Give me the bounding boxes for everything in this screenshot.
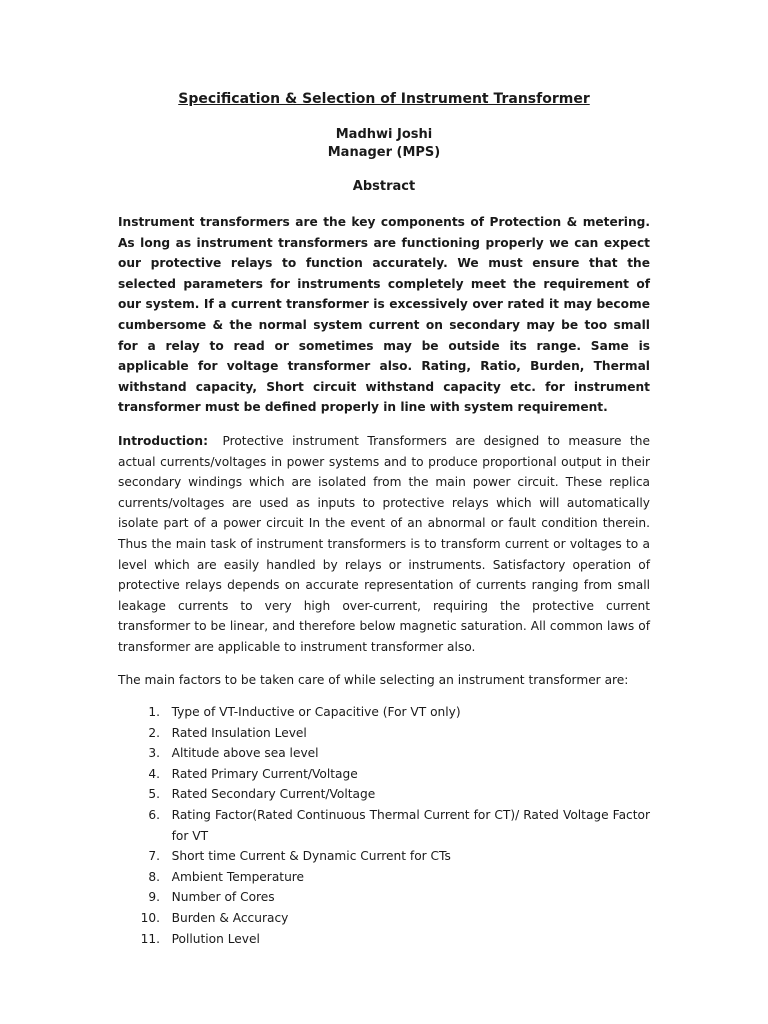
list-item-text: Rated Secondary Current/Voltage bbox=[171, 787, 376, 802]
list-item-text: Short time Current & Dynamic Current for CTs bbox=[171, 849, 451, 864]
list-item-spacer bbox=[160, 805, 172, 846]
list-item-number: 10. bbox=[140, 911, 160, 925]
author-name: Madhwi Joshi bbox=[335, 127, 433, 142]
list-item-text: Burden & Accuracy bbox=[171, 911, 289, 925]
list-item-spacer bbox=[160, 702, 172, 723]
abstract-body: Instrument transformers are the key components of Protection & metering. As long as instrument transformers are functioning properly we can expect our protective relays to function accurately. We must ensure that the selected parameters for instruments completely meet the requirement of our system. If a current transformer is excessively over rated it may become cumbersome & the normal system current on secondary may be too small for a relay to read or sometimes may be outside its range. Same is applicable for voltage transformer also. Rating, Ratio, Burden, Thermal withstand capacity, Short circuit withstand capacity etc. for instrument transformer must be defined properly in line with system requirement. bbox=[118, 215, 650, 415]
list-item-number: 6. bbox=[148, 808, 160, 823]
list-item-spacer bbox=[160, 764, 172, 785]
introduction-body: Protective instrument Transformers are designed to measure the actual currents/voltages in power systems and to produce proportional output in their secondary windings which are isolated from the main power circuit. These replica currents/voltages are used as inputs to protective relays which will automatically isolate part of a power circuit In the event of an abnormal or fault condition therein. Thus the main task of instrument transformers is to transform current or voltages to a level which are easily handled by relays or instruments. Satisfactory operation of protective relays depends on accurate representation of currents ranging from small leakage currents to very high over-current, requiring the protective current transformer to be linear, and therefore below magnetic saturation. All common laws of transformer are applicable to instrument transformer also. bbox=[118, 433, 650, 654]
list-item-spacer bbox=[160, 867, 172, 888]
list-item-number: 8. bbox=[148, 869, 160, 884]
list-item-spacer bbox=[160, 929, 172, 950]
list-item bbox=[118, 846, 650, 867]
list-item-number: 3. bbox=[148, 746, 160, 761]
list-item bbox=[118, 887, 650, 908]
list-item bbox=[118, 908, 650, 929]
list-item bbox=[118, 723, 650, 744]
list-item-spacer bbox=[160, 908, 172, 929]
list-item bbox=[118, 743, 650, 764]
list-item-number: 1. bbox=[148, 705, 160, 720]
list-item-number: 9. bbox=[148, 890, 160, 905]
author-role: Manager (MPS) bbox=[327, 145, 441, 160]
list-item-number: 11. bbox=[140, 931, 160, 946]
list-item bbox=[118, 784, 650, 805]
list-item-text: Altitude above sea level bbox=[171, 746, 319, 761]
list-item-number: 4. bbox=[148, 766, 160, 781]
list-item-text: Pollution Level bbox=[171, 931, 260, 946]
list-item-spacer bbox=[160, 887, 172, 908]
list-item bbox=[118, 805, 650, 846]
list-item-number: 5. bbox=[148, 787, 160, 802]
list-item-text: Ambient Temperature bbox=[171, 869, 305, 884]
list-item-text: Type of VT-Inductive or Capacitive (For VT only) bbox=[171, 705, 461, 720]
list-item bbox=[118, 867, 650, 888]
introduction-label: Introduction: bbox=[118, 433, 208, 448]
list-item-text: Number of Cores bbox=[171, 890, 275, 905]
factors-list bbox=[118, 702, 650, 949]
factors-lead: The main factors to be taken care of while selecting an instrument transformer are: bbox=[118, 673, 629, 688]
introduction-paragraph bbox=[118, 431, 650, 658]
list-item-spacer bbox=[160, 723, 172, 744]
list-item bbox=[118, 764, 650, 785]
list-item-spacer bbox=[160, 846, 172, 867]
list-item-text: Rated Primary Current/Voltage bbox=[171, 766, 358, 781]
list-item-spacer bbox=[160, 743, 172, 764]
list-item-spacer bbox=[160, 784, 172, 805]
list-item-text: Rated Insulation Level bbox=[171, 725, 307, 740]
list-item-number: 2. bbox=[148, 725, 160, 740]
list-item-number: 7. bbox=[148, 849, 160, 864]
abstract-heading: Abstract bbox=[352, 179, 416, 194]
document-title: Specification & Selection of Instrument Transformer bbox=[178, 91, 590, 107]
list-item bbox=[118, 702, 650, 723]
list-item-text: Rating Factor(Rated Continuous Thermal Current for CT)/ Rated Voltage Factor for VT bbox=[171, 808, 650, 843]
list-item bbox=[118, 929, 650, 950]
